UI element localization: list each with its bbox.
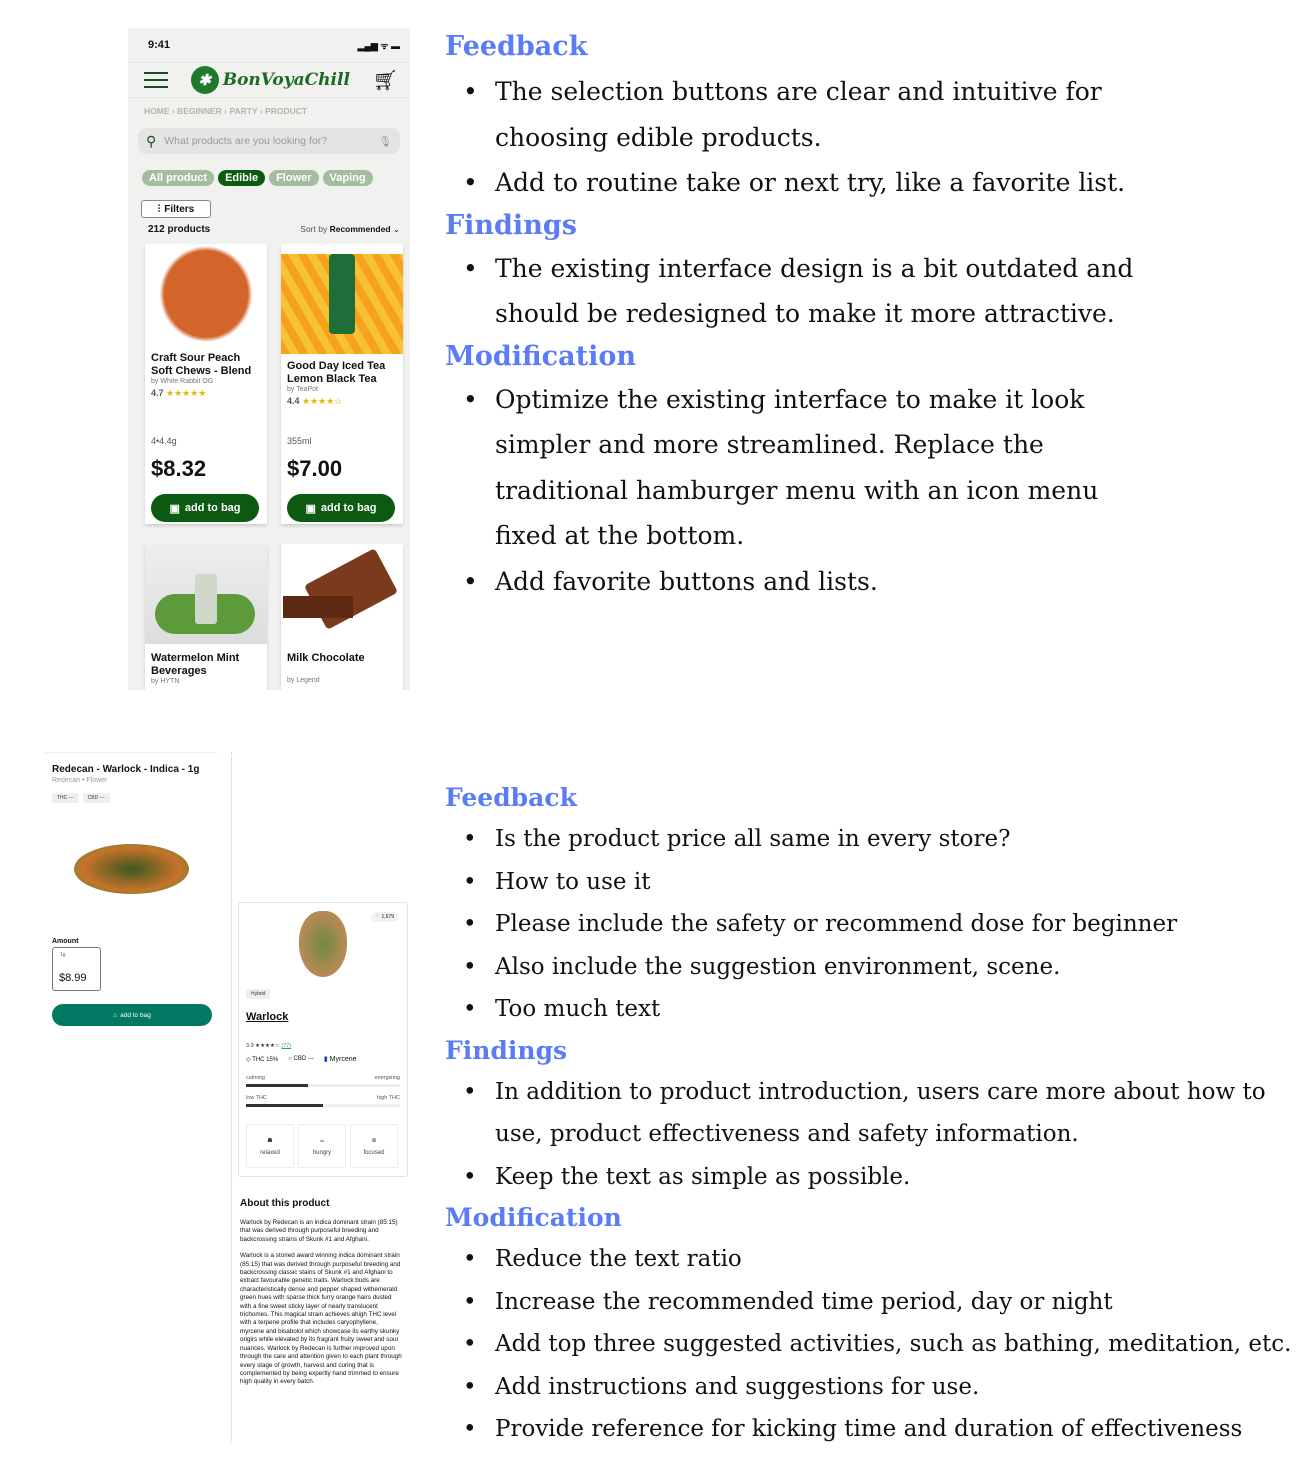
star-rating: ★★★★☆	[302, 396, 343, 406]
feedback-item: • The selection buttons are clear and intuitive for choosing edible products.	[445, 69, 1165, 160]
product-image	[299, 911, 347, 977]
search-input[interactable]: ⚲ What products are you looking for? 🎙︎	[138, 128, 400, 154]
microphone-icon[interactable]: 🎙︎	[378, 135, 392, 148]
clock: 9:41	[148, 39, 171, 51]
chip-flower[interactable]: Flower	[269, 170, 318, 186]
breadcrumb[interactable]: HOME › BEGINNER › PARTY › PRODUCT	[144, 106, 308, 116]
leaf-icon: ✱	[191, 66, 219, 94]
notes-section-2	[445, 778, 1305, 1451]
about-product-screenshot: About this product Warlock by Redecan is an indica dominant strain (85:15) that was derived through purposeful breeding and backcrossing strains of Skunk #1 and Afghani. Warlock is a storied award winning indica dominant strain (85:15) that was derived through purposeful breeding and backcrossing classic stains of Skunk #1 and Afghani to extract favourable genetic traits. Warlock buds are characteristically dense and pepper shaped withemerald green hues with sparse thick furry orange hairs dusted with a fine sweet sticky layer of nearly translucent trichomes. This magical strain achieves ahigh THC level with a terpene profile that includes caryophyllene, myrcene and bisabolol which showcase its earthy skunky origirs while elevated by its fragrant fruity sweet and sour nuances. Warlock by Redecan is further improved upon through the care and attention given to each plant through every stage of growth, harvest and curing that is complemented by being expertly hand trimmed to ensure high quality in every batch.	[236, 1192, 406, 1442]
product-image	[145, 244, 267, 344]
product-image	[74, 844, 189, 894]
modification-item: • Add top three suggested activities, such as bathing, meditation, etc.	[445, 1323, 1305, 1366]
heart-icon: ♡	[375, 914, 381, 920]
feedback-item: • Please include the safety or recommend dose for beginner	[445, 903, 1305, 946]
feedback-heading: Feedback	[445, 783, 577, 812]
cbd-indicator: ○ CBD ---	[288, 1056, 314, 1062]
like-badge[interactable]: ♡ 1,679	[371, 912, 399, 922]
bag-icon: ⌂	[113, 1011, 118, 1019]
findings-heading: Findings	[445, 209, 577, 241]
signal-wifi-battery-icon: ▂▄▆ ᯤ ▬	[357, 40, 400, 51]
filters-button[interactable]: ⫶ Filters	[141, 200, 211, 218]
sort-dropdown[interactable]: Sort by Recommended ⌄	[300, 224, 400, 234]
chip-all-product[interactable]: All product	[142, 170, 214, 186]
modification-heading: Modification	[445, 340, 636, 372]
product-card[interactable]: Good Day Iced Tea Lemon Black Tea by TeaPot 4.4 ★★★★☆ 355ml $7.00 ▣ add to bag	[281, 244, 403, 524]
bag-icon: ▣	[169, 502, 180, 515]
notes-section-1	[445, 27, 1165, 604]
findings-heading: Findings	[445, 1035, 568, 1065]
product-card[interactable]: Craft Sour Peach Soft Chews - Blend by White Rabbit OG 4.7 ★★★★★ 4•4.4g $8.32 ▣ add to bag	[145, 244, 267, 524]
modification-item: • Provide reference for kicking time and duration of effectiveness	[445, 1408, 1305, 1451]
feedback-item: • Is the product price all same in every store?	[445, 818, 1305, 861]
hungry-icon: ☕︎	[319, 1137, 325, 1144]
sliders-icon: ⫶	[157, 203, 161, 215]
strain-name[interactable]: Warlock	[246, 1011, 289, 1023]
feedback-item: • Also include the suggestion environment, scene.	[445, 946, 1305, 989]
feedback-heading: Feedback	[445, 31, 588, 62]
mood-hungry[interactable]: ☕︎ hungry	[298, 1124, 346, 1168]
product-card[interactable]: Watermelon Mint Beverages by HYTN	[145, 544, 267, 690]
product-image	[281, 544, 403, 644]
relaxed-icon: ☗	[267, 1137, 273, 1144]
findings-item: • In addition to product introduction, users care more about how to use, product effectiveness and safety information.	[445, 1071, 1275, 1156]
thc-indicator: ◇ THC 15%	[246, 1056, 279, 1063]
divider	[231, 752, 232, 1442]
cart-icon[interactable]: 🛒︎	[372, 69, 398, 92]
add-to-bag-button[interactable]: ▣ add to bag	[151, 494, 259, 522]
search-icon: ⚲	[146, 132, 157, 149]
product-title: Redecan - Warlock - Indica - 1g	[52, 764, 200, 775]
chip-vaping[interactable]: Vaping	[323, 170, 373, 186]
modification-item: • Add favorite buttons and lists.	[445, 559, 1165, 605]
product-detail-screenshot: Redecan - Warlock - Indica - 1g Redecan • Flower THC --- CBD --- Amount 1g $8.99 ⌂ add to bag	[45, 752, 217, 1052]
add-to-bag-button[interactable]: ⌂ add to bag	[52, 1004, 212, 1026]
chip-edible[interactable]: Edible	[218, 170, 265, 186]
modification-item: • Increase the recommended time period, day or night	[445, 1281, 1305, 1324]
feedback-item: • Too much text	[445, 988, 1305, 1031]
amount-option[interactable]: 1g $8.99	[52, 947, 101, 991]
product-count: 212 products	[148, 224, 211, 235]
category-chips	[128, 158, 410, 192]
strain-card-screenshot: ♡ 1,679 Hybrid Warlock 3.9 ★★★★☆ (77) ◇ THC 15% ○ CBD --- ▮ Myrcene calming energizing low THC high THC ☗ relaxed ☕︎ hungry ⊕ focused	[238, 902, 408, 1177]
about-title: About this product	[240, 1198, 330, 1209]
nav-bar	[128, 62, 410, 98]
product-image	[145, 544, 267, 644]
findings-item: • The existing interface design is a bit outdated and should be redesigned to make it more attractive.	[445, 246, 1165, 337]
product-image	[281, 254, 403, 354]
calming-energizing-scale	[246, 1084, 400, 1087]
mood-focused[interactable]: ⊕ focused	[350, 1124, 398, 1168]
feedback-item: • How to use it	[445, 861, 1305, 904]
product-list-screenshot	[128, 28, 410, 690]
focused-icon: ⊕	[371, 1137, 377, 1144]
thc-level-scale	[246, 1104, 400, 1107]
modification-heading: Modification	[445, 1203, 622, 1232]
modification-item: • Add instructions and suggestions for use.	[445, 1366, 1305, 1409]
product-card[interactable]: Milk Chocolate by Legend	[281, 544, 403, 690]
brand-logo[interactable]: ✱ BonVoyaChill	[191, 66, 350, 94]
feedback-item: • Add to routine take or next try, like a favorite list.	[445, 160, 1165, 206]
hamburger-menu-icon[interactable]	[144, 72, 168, 88]
star-rating: ★★★★★	[166, 388, 207, 398]
modification-item: • Optimize the existing interface to make it look simpler and more streamlined. Replace the traditional hamburger menu with an icon menu fixed at the bottom.	[445, 377, 1165, 559]
bag-icon: ▣	[305, 502, 316, 515]
status-bar	[128, 28, 410, 62]
mood-relaxed[interactable]: ☗ relaxed	[246, 1124, 294, 1168]
modification-item: • Reduce the text ratio	[445, 1238, 1305, 1281]
findings-item: • Keep the text as simple as possible.	[445, 1156, 1305, 1199]
add-to-bag-button[interactable]: ▣ add to bag	[287, 494, 395, 522]
terpene-indicator: ▮ Myrcene	[323, 1056, 357, 1063]
